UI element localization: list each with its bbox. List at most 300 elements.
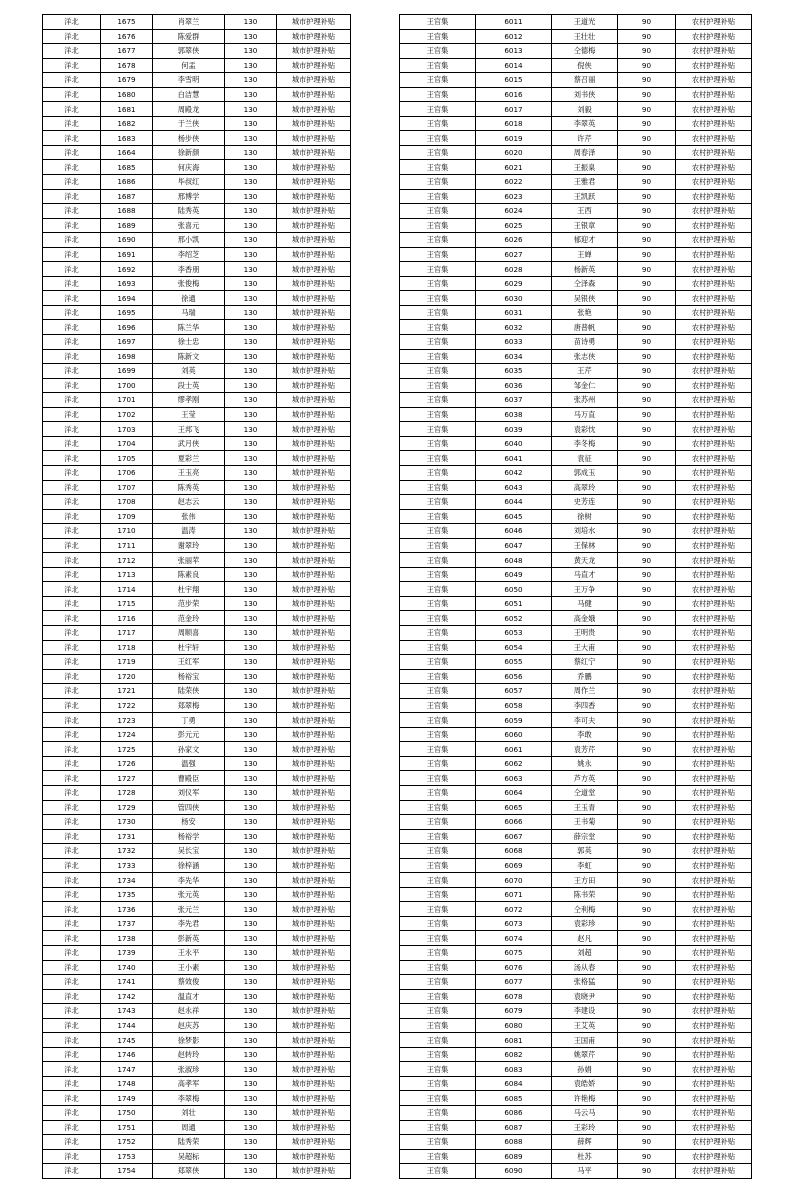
name-cell: 张俊梅: [153, 276, 225, 291]
amount-cell: 90: [618, 262, 676, 277]
amount-cell: 90: [618, 1076, 676, 1091]
table-row: [400, 73, 752, 88]
serial-number-cell: 6048: [476, 553, 552, 568]
serial-number-cell: 1749: [101, 1091, 153, 1106]
name-cell: 李香朋: [153, 262, 225, 277]
amount-cell: 90: [618, 364, 676, 379]
name-cell: 郭英: [552, 844, 618, 859]
subsidy-type-cell: 农村护理补贴: [676, 495, 752, 510]
town-cell: 王官集: [400, 989, 476, 1004]
serial-number-cell: 6058: [476, 698, 552, 713]
serial-number-cell: 6011: [476, 15, 552, 30]
town-cell: 王官集: [400, 1018, 476, 1033]
town-cell: 洋北: [43, 335, 101, 350]
subsidy-type-cell: 农村护理补贴: [676, 756, 752, 771]
subsidy-type-cell: 农村护理补贴: [676, 713, 752, 728]
amount-cell: 90: [618, 684, 676, 699]
table-row: [43, 785, 351, 800]
table-row: [43, 1120, 351, 1135]
serial-number-cell: 6032: [476, 320, 552, 335]
name-cell: 高翠玲: [552, 480, 618, 495]
amount-cell: 130: [225, 116, 277, 131]
name-cell: 徐通: [153, 291, 225, 306]
table-row: [400, 960, 752, 975]
serial-number-cell: 1708: [101, 495, 153, 510]
amount-cell: 90: [618, 73, 676, 88]
amount-cell: 90: [618, 698, 676, 713]
name-cell: 周通: [153, 1120, 225, 1135]
table-row: [400, 582, 752, 597]
name-cell: 温强: [153, 756, 225, 771]
table-row: [43, 1018, 351, 1033]
serial-number-cell: 6046: [476, 524, 552, 539]
table-row: [43, 436, 351, 451]
town-cell: 王官集: [400, 611, 476, 626]
table-row: [43, 1033, 351, 1048]
name-cell: 王国甫: [552, 1033, 618, 1048]
amount-cell: 90: [618, 305, 676, 320]
subsidy-type-cell: 城市护理补贴: [277, 698, 351, 713]
table-row: [43, 233, 351, 248]
amount-cell: 130: [225, 58, 277, 73]
table-row: [43, 480, 351, 495]
amount-cell: 90: [618, 785, 676, 800]
town-cell: 王官集: [400, 1091, 476, 1106]
town-cell: 洋北: [43, 349, 101, 364]
amount-cell: 130: [225, 946, 277, 961]
left-table-body: [43, 15, 351, 1179]
name-cell: 郁迎才: [552, 233, 618, 248]
amount-cell: 130: [225, 1149, 277, 1164]
amount-cell: 90: [618, 742, 676, 757]
name-cell: 姚翠芹: [552, 1047, 618, 1062]
subsidy-type-cell: 城市护理补贴: [277, 524, 351, 539]
subsidy-type-cell: 城市护理补贴: [277, 320, 351, 335]
serial-number-cell: 6089: [476, 1149, 552, 1164]
serial-number-cell: 6072: [476, 902, 552, 917]
subsidy-type-cell: 农村护理补贴: [676, 1076, 752, 1091]
name-cell: 王永平: [153, 946, 225, 961]
table-row: [43, 829, 351, 844]
serial-number-cell: 6061: [476, 742, 552, 757]
serial-number-cell: 6071: [476, 887, 552, 902]
amount-cell: 130: [225, 815, 277, 830]
amount-cell: 90: [618, 582, 676, 597]
name-cell: 徐梦影: [153, 1033, 225, 1048]
subsidy-type-cell: 城市护理补贴: [277, 436, 351, 451]
amount-cell: 130: [225, 451, 277, 466]
subsidy-type-cell: 城市护理补贴: [277, 233, 351, 248]
subsidy-type-cell: 农村护理补贴: [676, 524, 752, 539]
town-cell: 王官集: [400, 596, 476, 611]
subsidy-type-cell: 城市护理补贴: [277, 218, 351, 233]
town-cell: 王官集: [400, 1106, 476, 1121]
serial-number-cell: 1691: [101, 247, 153, 262]
table-row: [43, 538, 351, 553]
subsidy-type-cell: 农村护理补贴: [676, 436, 752, 451]
table-row: [43, 1091, 351, 1106]
amount-cell: 90: [618, 524, 676, 539]
subsidy-type-cell: 农村护理补贴: [676, 189, 752, 204]
amount-cell: 90: [618, 902, 676, 917]
serial-number-cell: 6012: [476, 29, 552, 44]
subsidy-type-cell: 农村护理补贴: [676, 422, 752, 437]
name-cell: 王莹: [153, 407, 225, 422]
subsidy-type-cell: 城市护理补贴: [277, 131, 351, 146]
subsidy-type-cell: 农村护理补贴: [676, 247, 752, 262]
table-row: [400, 247, 752, 262]
serial-number-cell: 1743: [101, 1004, 153, 1019]
amount-cell: 130: [225, 553, 277, 568]
serial-number-cell: 6052: [476, 611, 552, 626]
amount-cell: 90: [618, 713, 676, 728]
town-cell: 洋北: [43, 1076, 101, 1091]
town-cell: 王官集: [400, 887, 476, 902]
table-row: [43, 247, 351, 262]
amount-cell: 90: [618, 407, 676, 422]
name-cell: 杨步侠: [153, 131, 225, 146]
town-cell: 王官集: [400, 291, 476, 306]
table-row: [43, 87, 351, 102]
serial-number-cell: 1748: [101, 1076, 153, 1091]
subsidy-type-cell: 农村护理补贴: [676, 480, 752, 495]
subsidy-type-cell: 农村护理补贴: [676, 742, 752, 757]
table-row: [400, 524, 752, 539]
serial-number-cell: 6029: [476, 276, 552, 291]
subsidy-type-cell: 农村护理补贴: [676, 931, 752, 946]
subsidy-type-cell: 农村护理补贴: [676, 1018, 752, 1033]
subsidy-type-cell: 城市护理补贴: [277, 189, 351, 204]
subsidy-type-cell: 城市护理补贴: [277, 785, 351, 800]
name-cell: 杨裕宝: [153, 669, 225, 684]
serial-number-cell: 6041: [476, 451, 552, 466]
table-row: [43, 1106, 351, 1121]
table-row: [43, 1062, 351, 1077]
table-row: [43, 44, 351, 59]
serial-number-cell: 1750: [101, 1106, 153, 1121]
serial-number-cell: 1683: [101, 131, 153, 146]
amount-cell: 130: [225, 640, 277, 655]
serial-number-cell: 1704: [101, 436, 153, 451]
subsidy-type-cell: 城市护理补贴: [277, 407, 351, 422]
name-cell: 高孝军: [153, 1076, 225, 1091]
town-cell: 王官集: [400, 655, 476, 670]
subsidy-type-cell: 城市护理补贴: [277, 509, 351, 524]
subsidy-type-cell: 城市护理补贴: [277, 669, 351, 684]
serial-number-cell: 6081: [476, 1033, 552, 1048]
serial-number-cell: 6085: [476, 1091, 552, 1106]
town-cell: 王官集: [400, 960, 476, 975]
subsidy-type-cell: 农村护理补贴: [676, 698, 752, 713]
name-cell: 陈秀英: [153, 480, 225, 495]
serial-number-cell: 1697: [101, 335, 153, 350]
subsidy-type-cell: 城市护理补贴: [277, 29, 351, 44]
table-row: [43, 465, 351, 480]
table-row: [400, 349, 752, 364]
amount-cell: 130: [225, 1018, 277, 1033]
subsidy-type-cell: 农村护理补贴: [676, 393, 752, 408]
subsidy-type-cell: 农村护理补贴: [676, 989, 752, 1004]
amount-cell: 90: [618, 640, 676, 655]
serial-number-cell: 6023: [476, 189, 552, 204]
town-cell: 王官集: [400, 247, 476, 262]
subsidy-type-cell: 城市护理补贴: [277, 1047, 351, 1062]
serial-number-cell: 6033: [476, 335, 552, 350]
table-row: [43, 58, 351, 73]
town-cell: 王官集: [400, 116, 476, 131]
table-row: [43, 975, 351, 990]
name-cell: 周春泽: [552, 145, 618, 160]
serial-number-cell: 1731: [101, 829, 153, 844]
amount-cell: 90: [618, 1164, 676, 1179]
name-cell: 李雪明: [153, 73, 225, 88]
amount-cell: 130: [225, 1033, 277, 1048]
amount-cell: 90: [618, 625, 676, 640]
table-row: [400, 975, 752, 990]
serial-number-cell: 1679: [101, 73, 153, 88]
subsidy-type-cell: 农村护理补贴: [676, 509, 752, 524]
subsidy-type-cell: 农村护理补贴: [676, 873, 752, 888]
table-row: [43, 73, 351, 88]
amount-cell: 130: [225, 87, 277, 102]
serial-number-cell: 6047: [476, 538, 552, 553]
serial-number-cell: 1706: [101, 465, 153, 480]
table-row: [400, 829, 752, 844]
town-cell: 洋北: [43, 175, 101, 190]
serial-number-cell: 1714: [101, 582, 153, 597]
serial-number-cell: 6016: [476, 87, 552, 102]
serial-number-cell: 6030: [476, 291, 552, 306]
town-cell: 洋北: [43, 655, 101, 670]
name-cell: 王小素: [153, 960, 225, 975]
town-cell: 洋北: [43, 553, 101, 568]
town-cell: 洋北: [43, 742, 101, 757]
town-cell: 王官集: [400, 698, 476, 713]
table-row: [400, 393, 752, 408]
serial-number-cell: 6083: [476, 1062, 552, 1077]
table-row: [400, 698, 752, 713]
name-cell: 郭成玉: [552, 465, 618, 480]
town-cell: 洋北: [43, 480, 101, 495]
subsidy-type-cell: 农村护理补贴: [676, 160, 752, 175]
amount-cell: 90: [618, 335, 676, 350]
amount-cell: 90: [618, 553, 676, 568]
name-cell: 刘仪军: [153, 785, 225, 800]
serial-number-cell: 6078: [476, 989, 552, 1004]
table-row: [400, 1164, 752, 1179]
town-cell: 洋北: [43, 916, 101, 931]
amount-cell: 130: [225, 1062, 277, 1077]
subsidy-type-cell: 农村护理补贴: [676, 771, 752, 786]
amount-cell: 90: [618, 975, 676, 990]
subsidy-type-cell: 城市护理补贴: [277, 960, 351, 975]
subsidy-type-cell: 城市护理补贴: [277, 73, 351, 88]
table-row: [43, 378, 351, 393]
name-cell: 王壮壮: [552, 29, 618, 44]
name-cell: 夏彩兰: [153, 451, 225, 466]
serial-number-cell: 1752: [101, 1135, 153, 1150]
serial-number-cell: 1735: [101, 887, 153, 902]
table-row: [400, 335, 752, 350]
name-cell: 张格猛: [552, 975, 618, 990]
serial-number-cell: 1745: [101, 1033, 153, 1048]
amount-cell: 130: [225, 1004, 277, 1019]
amount-cell: 90: [618, 829, 676, 844]
town-cell: 王官集: [400, 58, 476, 73]
town-cell: 王官集: [400, 509, 476, 524]
amount-cell: 130: [225, 931, 277, 946]
table-row: [400, 378, 752, 393]
table-row: [43, 422, 351, 437]
subsidy-type-cell: 农村护理补贴: [676, 611, 752, 626]
serial-number-cell: 6054: [476, 640, 552, 655]
serial-number-cell: 1712: [101, 553, 153, 568]
town-cell: 洋北: [43, 1164, 101, 1179]
table-row: [43, 655, 351, 670]
subsidy-type-cell: 城市护理补贴: [277, 538, 351, 553]
town-cell: 洋北: [43, 465, 101, 480]
subsidy-type-cell: 城市护理补贴: [277, 902, 351, 917]
serial-number-cell: 1703: [101, 422, 153, 437]
subsidy-type-cell: 城市护理补贴: [277, 247, 351, 262]
table-row: [400, 102, 752, 117]
town-cell: 王官集: [400, 946, 476, 961]
table-row: [400, 538, 752, 553]
subsidy-type-cell: 农村护理补贴: [676, 378, 752, 393]
serial-number-cell: 1680: [101, 87, 153, 102]
serial-number-cell: 1690: [101, 233, 153, 248]
amount-cell: 130: [225, 538, 277, 553]
name-cell: 蔡红宁: [552, 655, 618, 670]
table-row: [400, 640, 752, 655]
amount-cell: 90: [618, 436, 676, 451]
table-row: [400, 116, 752, 131]
table-row: [400, 1004, 752, 1019]
serial-number-cell: 6042: [476, 465, 552, 480]
town-cell: 王官集: [400, 422, 476, 437]
town-cell: 王官集: [400, 262, 476, 277]
table-row: [400, 145, 752, 160]
subsidy-type-cell: 农村护理补贴: [676, 553, 752, 568]
subsidy-type-cell: 城市护理补贴: [277, 1062, 351, 1077]
serial-number-cell: 6015: [476, 73, 552, 88]
subsidy-type-cell: 城市护理补贴: [277, 1018, 351, 1033]
amount-cell: 90: [618, 102, 676, 117]
subsidy-type-cell: 城市护理补贴: [277, 160, 351, 175]
amount-cell: 130: [225, 611, 277, 626]
name-cell: 王芹: [552, 364, 618, 379]
table-row: [400, 553, 752, 568]
subsidy-type-cell: 农村护理补贴: [676, 727, 752, 742]
serial-number-cell: 6024: [476, 204, 552, 219]
amount-cell: 90: [618, 276, 676, 291]
table-row: [43, 291, 351, 306]
table-row: [400, 1135, 752, 1150]
name-cell: 王红军: [153, 655, 225, 670]
town-cell: 洋北: [43, 800, 101, 815]
town-cell: 洋北: [43, 305, 101, 320]
serial-number-cell: 1687: [101, 189, 153, 204]
town-cell: 洋北: [43, 276, 101, 291]
subsidy-type-cell: 城市护理补贴: [277, 1164, 351, 1179]
town-cell: 王官集: [400, 204, 476, 219]
town-cell: 王官集: [400, 305, 476, 320]
town-cell: 王官集: [400, 1004, 476, 1019]
table-row: [43, 305, 351, 320]
serial-number-cell: 6088: [476, 1135, 552, 1150]
amount-cell: 90: [618, 189, 676, 204]
name-cell: 蔡效俊: [153, 975, 225, 990]
subsidy-type-cell: 农村护理补贴: [676, 1106, 752, 1121]
serial-number-cell: 6039: [476, 422, 552, 437]
subsidy-type-cell: 农村护理补贴: [676, 684, 752, 699]
town-cell: 洋北: [43, 567, 101, 582]
serial-number-cell: 1676: [101, 29, 153, 44]
amount-cell: 130: [225, 625, 277, 640]
name-cell: 管四侠: [153, 800, 225, 815]
name-cell: 徐新颜: [153, 145, 225, 160]
table-row: [400, 320, 752, 335]
amount-cell: 130: [225, 1047, 277, 1062]
serial-number-cell: 1705: [101, 451, 153, 466]
amount-cell: 130: [225, 771, 277, 786]
town-cell: 洋北: [43, 902, 101, 917]
town-cell: 洋北: [43, 1120, 101, 1135]
table-row: [400, 815, 752, 830]
subsidy-type-cell: 农村护理补贴: [676, 29, 752, 44]
table-row: [43, 15, 351, 30]
name-cell: 王婵: [552, 247, 618, 262]
serial-number-cell: 1688: [101, 204, 153, 219]
name-cell: 徐士忠: [153, 335, 225, 350]
serial-number-cell: 1664: [101, 145, 153, 160]
town-cell: 洋北: [43, 378, 101, 393]
table-row: [400, 800, 752, 815]
name-cell: 王西: [552, 204, 618, 219]
table-row: [400, 15, 752, 30]
table-row: [400, 625, 752, 640]
table-row: [43, 713, 351, 728]
table-row: [43, 887, 351, 902]
town-cell: 洋北: [43, 44, 101, 59]
amount-cell: 90: [618, 480, 676, 495]
town-cell: 王官集: [400, 349, 476, 364]
amount-cell: 90: [618, 800, 676, 815]
amount-cell: 130: [225, 465, 277, 480]
table-row: [400, 509, 752, 524]
name-cell: 唐普帆: [552, 320, 618, 335]
name-cell: 李可夫: [552, 713, 618, 728]
subsidy-type-cell: 农村护理补贴: [676, 800, 752, 815]
amount-cell: 90: [618, 1149, 676, 1164]
town-cell: 王官集: [400, 480, 476, 495]
town-cell: 王官集: [400, 73, 476, 88]
table-row: [43, 451, 351, 466]
name-cell: 温涛: [153, 524, 225, 539]
table-row: [400, 465, 752, 480]
subsidy-type-cell: 农村护理补贴: [676, 1091, 752, 1106]
serial-number-cell: 1711: [101, 538, 153, 553]
table-row: [43, 553, 351, 568]
name-cell: 王玉青: [552, 800, 618, 815]
subsidy-type-cell: 农村护理补贴: [676, 262, 752, 277]
subsidy-type-cell: 农村护理补贴: [676, 465, 752, 480]
table-row: [400, 1062, 752, 1077]
table-row: [43, 669, 351, 684]
subsidy-type-cell: 农村护理补贴: [676, 625, 752, 640]
table-row: [400, 742, 752, 757]
table-row: [400, 873, 752, 888]
